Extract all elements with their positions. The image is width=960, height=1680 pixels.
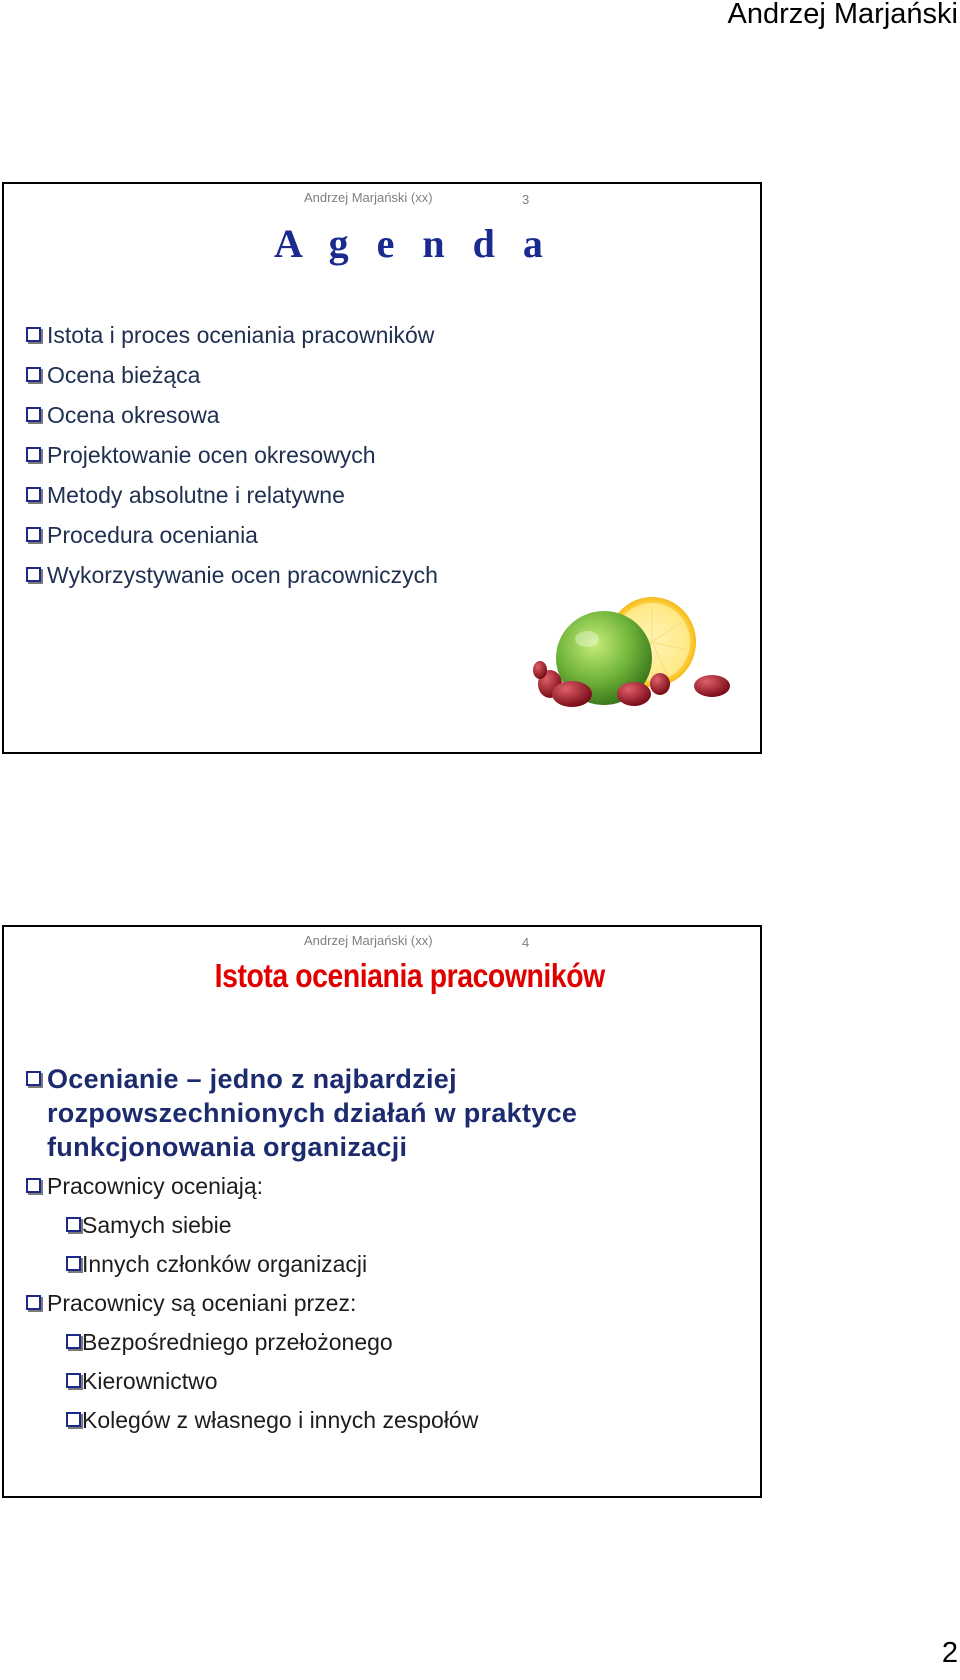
list-item (26, 320, 438, 360)
checkbox-bullet-icon (26, 447, 41, 462)
list-item-label: Istota i proces oceniania pracowników (47, 322, 435, 348)
checkbox-bullet-icon (26, 487, 41, 502)
list-item-label: Ocena okresowa (47, 402, 220, 428)
checkbox-bullet-icon (26, 1295, 41, 1310)
list-item-label: Kolegów z własnego i innych zespołów (82, 1407, 479, 1433)
slide-number: 4 (522, 935, 530, 950)
list-item-label: Kierownictwo (82, 1368, 218, 1394)
agenda-list (26, 320, 438, 600)
checkbox-bullet-icon (26, 1071, 41, 1086)
content-list (26, 1062, 716, 1442)
list-item (26, 360, 438, 400)
list-item-lead (26, 1062, 716, 1164)
list-item-label: Pracownicy oceniają: (47, 1173, 264, 1199)
list-item (26, 1286, 716, 1325)
list-subitem (26, 1208, 716, 1247)
list-item-label: Metody absolutne i relatywne (47, 482, 345, 508)
list-subitem (26, 1403, 716, 1442)
list-item (26, 440, 438, 480)
checkbox-bullet-icon (26, 367, 41, 382)
slide-istota (2, 925, 762, 1498)
list-item-label: Samych siebie (82, 1212, 232, 1238)
page-number: 2 (941, 1637, 958, 1669)
slide-header: Andrzej Marjański (xx) (304, 933, 433, 948)
checkbox-bullet-icon (66, 1373, 81, 1388)
list-item-label: Pracownicy są oceniani przez: (47, 1290, 357, 1316)
list-item (26, 520, 438, 560)
checkbox-bullet-icon (66, 1217, 81, 1232)
slide-title: A g e n d a (274, 221, 552, 266)
checkbox-bullet-icon (26, 1178, 41, 1193)
list-item-label: Bezpośredniego przełożonego (82, 1329, 393, 1355)
checkbox-bullet-icon (26, 567, 41, 582)
fruit-still-life-icon (532, 594, 732, 709)
list-item (26, 1169, 716, 1208)
list-item-label: Procedura oceniania (47, 522, 258, 548)
list-item-label: Projektowanie ocen okresowych (47, 442, 376, 468)
list-item (26, 480, 438, 520)
slide-header: Andrzej Marjański (xx) (304, 190, 433, 205)
checkbox-bullet-icon (66, 1412, 81, 1427)
list-subitem (26, 1247, 716, 1286)
list-item-label: Wykorzystywanie ocen pracowniczych (47, 562, 438, 588)
checkbox-bullet-icon (66, 1256, 81, 1271)
list-subitem (26, 1364, 716, 1403)
list-item-label: Ocenianie – jedno z najbardziej rozpowszechnionych działań w praktyce funkcjonowania organizacji (47, 1064, 578, 1162)
checkbox-bullet-icon (66, 1334, 81, 1349)
list-subitem (26, 1325, 716, 1364)
list-item-label: Innych członków organizacji (82, 1251, 368, 1277)
list-item-label: Ocena bieżąca (47, 362, 201, 388)
slide-title: Istota oceniania pracowników (214, 957, 605, 994)
list-item (26, 560, 438, 600)
checkbox-bullet-icon (26, 527, 41, 542)
page-author: Andrzej Marjański (727, 0, 958, 30)
slide-agenda (2, 182, 762, 754)
checkbox-bullet-icon (26, 327, 41, 342)
checkbox-bullet-icon (26, 407, 41, 422)
list-item (26, 400, 438, 440)
slide-number: 3 (522, 192, 530, 207)
